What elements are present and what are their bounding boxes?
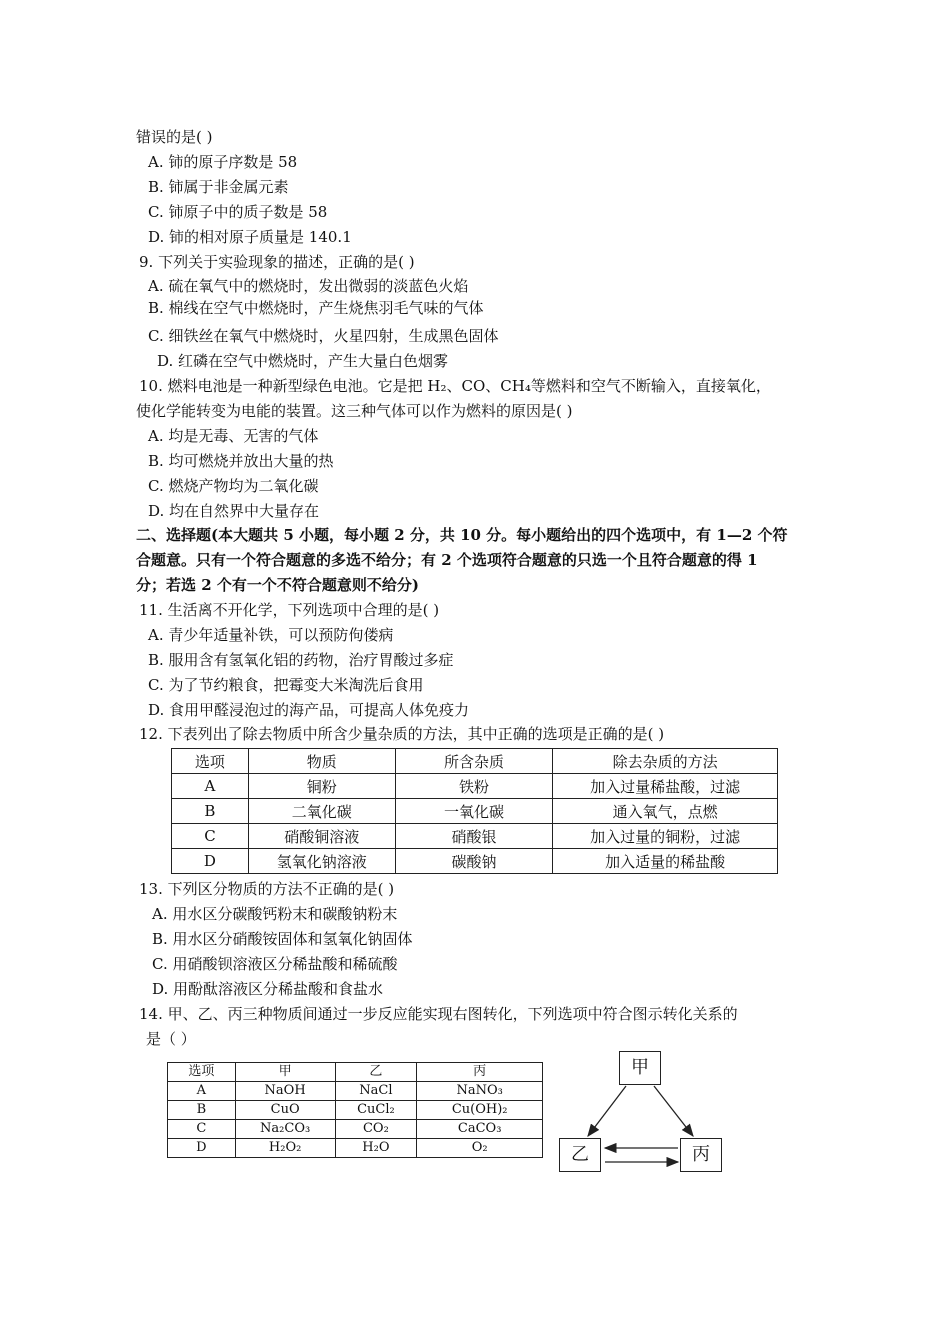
option-a: A. 均是无毒、无害的气体	[148, 427, 319, 445]
option-c: C. 用硝酸钡溶液区分稀盐酸和稀硫酸	[152, 955, 398, 973]
table-cell: 通入氧气，点燃	[553, 799, 778, 824]
question-10: 10. 燃料电池是一种新型绿色电池。它是把 H₂、CO、CH₄等燃料和空气不断输入，直接氧化，	[139, 377, 771, 395]
table-cell: CaCO₃	[417, 1120, 543, 1139]
question-11: 11. 生活离不开化学，下列选项中合理的是( )	[139, 601, 440, 619]
table-cell: 氢氧化钠溶液	[248, 849, 395, 874]
option-c: C. 铈原子中的质子数是 58	[148, 203, 328, 221]
text-line: 错误的是( )	[136, 128, 213, 146]
table-cell: 碳酸钠	[395, 849, 553, 874]
table-cell: 加入过量稀盐酸，过滤	[553, 774, 778, 799]
table-cell: 硝酸铜溶液	[248, 824, 395, 849]
option-a: A. 硫在氧气中的燃烧时，发出微弱的淡蓝色火焰	[148, 277, 469, 295]
table-cell: C	[168, 1120, 236, 1139]
table-cell: H₂O₂	[235, 1139, 335, 1158]
table-cell: NaOH	[235, 1082, 335, 1101]
node-bing: 丙	[680, 1138, 722, 1172]
table-cell: B	[168, 1101, 236, 1120]
table-cell: 加入适量的稀盐酸	[553, 849, 778, 874]
arrow-jia-to-bing	[654, 1086, 693, 1136]
option-b: B. 均可燃烧并放出大量的热	[148, 452, 334, 470]
option-d: D. 铈的相对原子质量是 140.1	[148, 228, 352, 246]
table-cell: H₂O	[335, 1139, 417, 1158]
table-cell: NaCl	[335, 1082, 417, 1101]
table-cell: C	[172, 824, 249, 849]
table-cell: 一氧化碳	[395, 799, 553, 824]
table-header: 丙	[417, 1063, 543, 1082]
table-cell: O₂	[417, 1139, 543, 1158]
table-cell: CuCl₂	[335, 1101, 417, 1120]
table-cell: CO₂	[335, 1120, 417, 1139]
option-d: D. 均在自然界中大量存在	[148, 502, 320, 520]
option-a: A. 铈的原子序数是 58	[148, 153, 298, 171]
table-cell: D	[172, 849, 249, 874]
node-yi: 乙	[559, 1138, 601, 1172]
question-9: 9. 下列关于实验现象的描述，正确的是( )	[139, 253, 415, 271]
table-cell: Cu(OH)₂	[417, 1101, 543, 1120]
table-cell: CuO	[235, 1101, 335, 1120]
option-c: C. 为了节约粮食，把霉变大米淘洗后食用	[148, 676, 424, 694]
table-cell: 硝酸银	[395, 824, 553, 849]
option-c: C. 细铁丝在氧气中燃烧时，火星四射，生成黑色固体	[148, 327, 499, 345]
table-header: 物质	[248, 749, 395, 774]
section-heading: 合题意。只有一个符合题意的多选不给分；有 2 个选项符合题意的只选一个且符合题意的得 1	[136, 551, 758, 569]
table-cell: B	[172, 799, 249, 824]
table-header: 除去杂质的方法	[553, 749, 778, 774]
table-header: 所含杂质	[395, 749, 553, 774]
node-jia: 甲	[619, 1051, 661, 1085]
option-b: B. 服用含有氢氧化铝的药物，治疗胃酸过多症	[148, 651, 454, 669]
table-cell: 铁粉	[395, 774, 553, 799]
section-heading: 二、选择题(本大题共 5 小题，每小题 2 分，共 10 分。每小题给出的四个选项中，有 1—2 个符	[136, 526, 788, 544]
option-b: B. 棉线在空气中燃烧时，产生烧焦羽毛气味的气体	[148, 299, 484, 317]
question-13: 13. 下列区分物质的方法不正确的是( )	[139, 880, 395, 898]
table-cell: Na₂CO₃	[235, 1120, 335, 1139]
table-cell: D	[168, 1139, 236, 1158]
option-c: C. 燃烧产物均为二氧化碳	[148, 477, 319, 495]
question-12: 12. 下表列出了除去物质中所含少量杂质的方法，其中正确的选项是正确的是( )	[139, 725, 665, 743]
section-heading: 分；若选 2 个有一个不符合题意则不给分)	[136, 576, 419, 594]
option-a: A. 用水区分碳酸钙粉末和碳酸钠粉末	[152, 905, 398, 923]
table-header: 甲	[235, 1063, 335, 1082]
option-d: D. 食用甲醛浸泡过的海产品，可提高人体免疫力	[148, 701, 470, 719]
option-d: D. 红磷在空气中燃烧时，产生大量白色烟雾	[157, 352, 449, 370]
table-cell: 铜粉	[248, 774, 395, 799]
option-a: A. 青少年适量补铁，可以预防佝偻病	[148, 626, 394, 644]
table-header: 选项	[168, 1063, 236, 1082]
table-cell: 二氧化碳	[248, 799, 395, 824]
text-line: 是（ ）	[146, 1030, 196, 1048]
option-b: B. 用水区分硝酸铵固体和氢氧化钠固体	[152, 930, 413, 948]
option-b: B. 铈属于非金属元素	[148, 178, 289, 196]
table-header: 选项	[172, 749, 249, 774]
option-d: D. 用酚酞溶液区分稀盐酸和食盐水	[152, 980, 384, 998]
text-line: 使化学能转变为电能的装置。这三种气体可以作为燃料的原因是( )	[136, 402, 573, 420]
table-cell: NaNO₃	[417, 1082, 543, 1101]
table-cell: 加入过量的铜粉，过滤	[553, 824, 778, 849]
table-cell: A	[172, 774, 249, 799]
arrow-jia-to-yi	[588, 1086, 626, 1136]
question-14: 14. 甲、乙、丙三种物质间通过一步反应能实现右图转化，下列选项中符合图示转化关系的	[139, 1005, 738, 1023]
table-header: 乙	[335, 1063, 417, 1082]
table-cell: A	[168, 1082, 236, 1101]
